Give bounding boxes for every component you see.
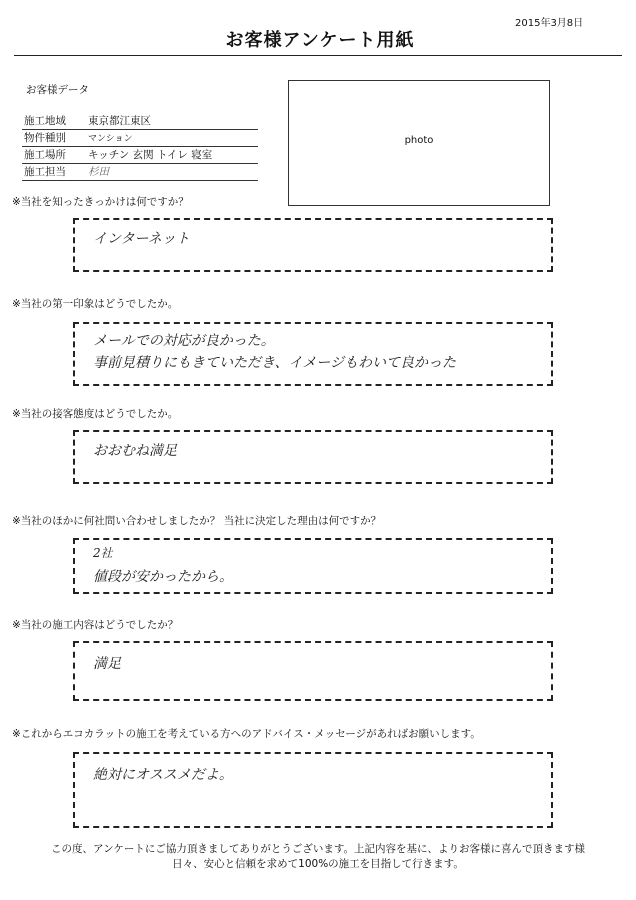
question-3: ※当社の接客態度はどうでしたか。	[12, 408, 179, 420]
field-row-staff	[22, 163, 258, 181]
survey-date: 2015年3月8日	[515, 18, 584, 29]
field-value: マンション	[88, 134, 133, 144]
answer-box-1	[73, 218, 553, 272]
field-label: 施工担当	[24, 166, 66, 178]
footer-message	[20, 842, 616, 872]
question-4: ※当社のほかに何社問い合わせしましたか？ 当社に決定した理由は何ですか？	[12, 515, 382, 527]
field-row-area	[22, 112, 258, 130]
answer-box-2	[73, 322, 553, 386]
answer-line: インターネット	[93, 231, 190, 247]
footer-line: この度、アンケートにご協力頂きましてありがとうございます。上記内容を基に、よりお客様に喜んで頂きます様	[50, 843, 586, 855]
field-row-location	[22, 146, 258, 164]
page-title: お客様アンケート用紙	[225, 30, 415, 51]
answer-box-6	[73, 752, 553, 828]
footer-line: 日々、安心と信頼を求めて100%の施工を目指して行きます。	[172, 858, 464, 870]
answer-line: 絶対にオススメだよ。	[93, 767, 233, 783]
field-label: 施工地域	[24, 115, 66, 127]
answer-box-4	[73, 538, 553, 594]
customer-data-header: お客様データ	[26, 84, 89, 96]
field-value: 杉田	[88, 166, 109, 178]
question-2: ※当社の第一印象はどうでしたか。	[12, 298, 179, 310]
photo-label: photo	[404, 135, 434, 146]
answer-box-3	[73, 430, 553, 484]
answer-line: 2社	[93, 546, 113, 560]
field-label: 施工場所	[24, 149, 66, 161]
answer-line: 満足	[93, 656, 121, 672]
field-value: 東京都江東区	[88, 115, 151, 127]
field-value: キッチン 玄関 トイレ 寝室	[88, 149, 213, 161]
answer-line: 値段が安かったから。	[93, 569, 233, 585]
answer-line: メールでの対応が良かった。	[93, 333, 275, 349]
question-5: ※当社の施工内容はどうでしたか？	[12, 619, 179, 631]
field-row-property-type	[22, 129, 258, 147]
title-underline	[14, 55, 622, 56]
field-label: 物件種別	[24, 132, 66, 144]
question-6: ※これからエコカラットの施工を考えている方へのアドバイス・メッセージがあればお願いします。	[12, 728, 481, 740]
question-1: ※当社を知ったきっかけは何ですか？	[12, 196, 189, 208]
answer-line: 事前見積りにもきていただき、イメージもわいて良かった	[93, 355, 457, 371]
answer-line: おおむね満足	[93, 443, 177, 459]
photo-box	[288, 80, 550, 206]
answer-box-5	[73, 641, 553, 701]
